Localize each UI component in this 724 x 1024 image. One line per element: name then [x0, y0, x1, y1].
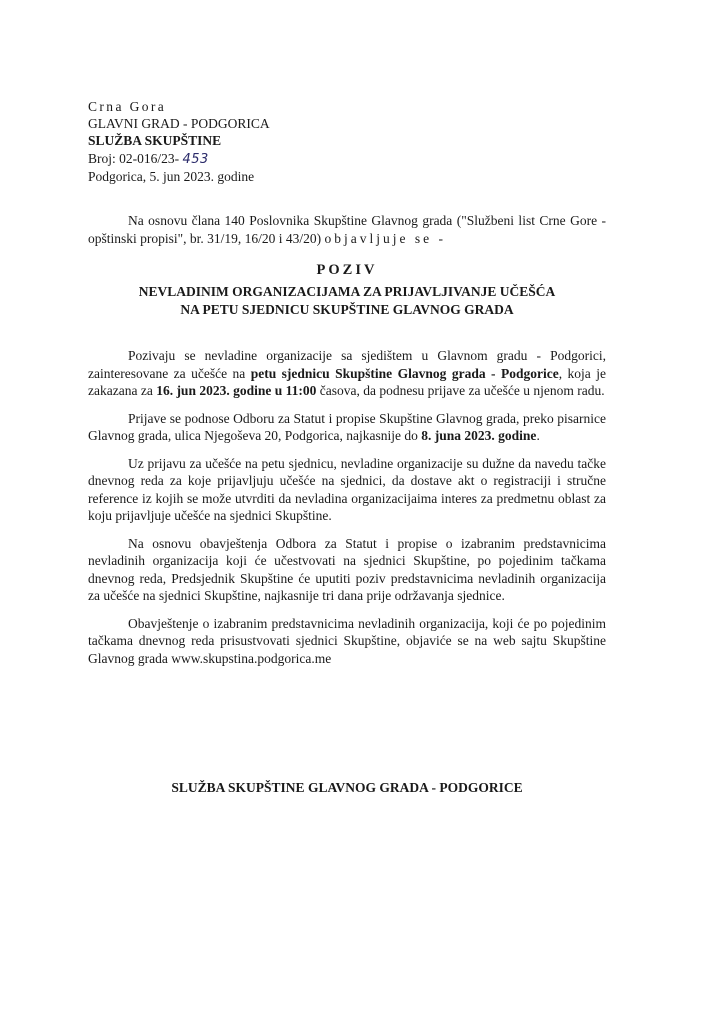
p1-session-datetime: 16. jun 2023. godine u 11:00: [156, 383, 317, 398]
p2-text-c: .: [536, 428, 540, 443]
subtitle-line-2: NA PETU SJEDNICU SKUPŠTINE GLAVNOG GRADA: [180, 301, 514, 317]
reference-prefix: Broj: 02-016/23-: [88, 150, 183, 166]
document-footer: SLUŽBA SKUPŠTINE GLAVNOG GRADA - PODGORICE: [171, 780, 523, 795]
paragraph-1: [88, 347, 606, 400]
p2-deadline: 8. juna 2023. godine: [421, 428, 537, 443]
p2-text-a: Prijave se podnose Odboru za Statut i propise Skupštine Glavnog grada, preko pisarnice Glavnog grada, ulica Njegoševa 20, Podgorica, najkasnije do: [88, 410, 606, 443]
document-subtitle: [88, 283, 606, 318]
paragraph-2: [88, 410, 606, 445]
paragraph-5: Obavještenje o izabranim predstavnicima nevladinih organizacija, koji će po pojedinim tačkama dnevnog reda prisustvovati sjednici Skupštine, objaviće se na web sajtu Skupštine Glavnog grada www.skupstina.podgorica.me: [88, 615, 606, 666]
country-name: Crna Gora: [88, 99, 167, 114]
subtitle-line-1: NEVLADINIM ORGANIZACIJAMA ZA PRIJAVLJIVANJE UČEŠĆA: [138, 284, 556, 299]
p1-text-a: Pozivaju se nevladine organizacije sa sjedištem u Glavnom gradu - Podgorici, zainteresovane za učešće na: [88, 348, 606, 381]
intro-text: Na osnovu člana 140 Poslovnika Skupštine Glavnog grada ("Službeni list Crne Gore - opštinski propisi", br. 31/19, 16/20 i 43/20): [88, 213, 606, 246]
p1-text-c: , koja je zakazana za: [88, 365, 606, 398]
document-date: Podgorica, 5. jun 2023. godine: [88, 168, 255, 184]
intro-paragraph: [88, 212, 606, 247]
handwritten-number: 453: [182, 151, 209, 167]
intro-spaced-word: objavljuje se -: [324, 230, 447, 246]
city-name: GLAVNI GRAD - PODGORICA: [88, 116, 270, 132]
paragraph-3: Uz prijavu za učešće na petu sjednicu, nevladine organizacije su dužne da navedu tačke dnevnog reda za koje prijavljuju učešće na sjednici, da dostave akt o registraciji i stručne reference iz kojih se može utvrditi da nevladina organizacijaima interes za predmetnu oblast za koju prijavljuje učešće na sjednici Skupštine.: [88, 455, 606, 523]
document-body: [88, 347, 606, 677]
office-name: SLUŽBA SKUPŠTINE: [88, 133, 222, 149]
p1-session-name: petu sjednicu Skupštine Glavnog grada - Podgorice: [250, 365, 559, 381]
document-header: [88, 98, 270, 185]
document-title: POZIV: [316, 262, 378, 278]
paragraph-4: Na osnovu obavještenja Odbora za Statut i propise o izabranim predstavnicima nevladinih organizacija koji će učestvovati na sjednici Skupštine, po pojedinim tačkama dnevnog reda, Predsjednik Skupštine će uputiti poziv predstavnicima nevladinih organizacija za učešće na sjednici Skupštine, najkasnije tri dana prije održavanja sjednice.: [88, 535, 606, 603]
reference-number: [88, 150, 270, 168]
p1-text-e: časova, da podnesu prijave za učešće u njenom radu.: [316, 383, 605, 398]
